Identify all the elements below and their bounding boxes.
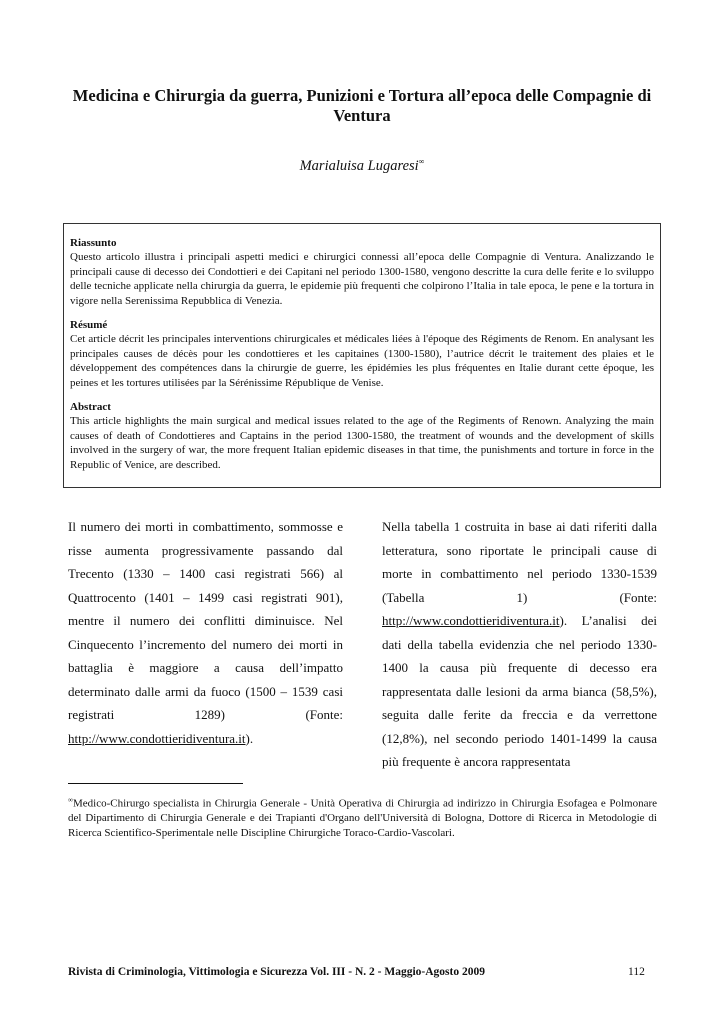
page-number: 112 [628, 966, 645, 978]
abstract-heading: Résumé [70, 319, 108, 332]
paragraph-tail: ). L’analisi dei dati della tabella evidenzia che nel periodo 1330-1400 la causa più frequente di decesso era rappresentata dalle lesioni da arma bianca (58,5%), seguita dalle ferite da freccia e da verrettone (12,8%), nel secondo periodo 1401-1499 la causa più frequente è ancora rappresentata [382, 613, 657, 769]
footnote-mark: ∞ [68, 796, 73, 804]
abstract-section-resume [70, 318, 654, 390]
abstract-section-abstract [70, 400, 654, 472]
abstract-text: Questo articolo illustra i principali aspetti medici e chirurgici connessi all’epoca delle Compagnie di Ventura. Analizzando le principali cause di decesso dei Condottieri e dei Capitani nel periodo 1300-1580, vengono descritte la cura delle ferite e lo sviluppo delle tecniche applicate nella chirurgia da guerra, le epidemie più frequenti che colpirono l’Italia in tale epoca, le pene e la tortura in vigore nella Serenissima Repubblica di Venezia. [70, 251, 654, 307]
body-column-left [68, 515, 343, 750]
abstract-heading: Abstract [70, 401, 111, 414]
paragraph-tail: ). [245, 730, 254, 746]
source-link[interactable]: http://www.condottieridiventura.it [68, 730, 246, 746]
author-footnote-mark[interactable]: ∞ [418, 157, 425, 166]
body-column-right [382, 515, 657, 774]
journal-footer: Rivista di Criminologia, Vittimologia e Sicurezza Vol. III - N. 2 - Maggio-Agosto 2009 [68, 966, 485, 978]
abstract-section-riassunto [70, 236, 654, 308]
footnote [68, 793, 657, 840]
abstract-heading: Riassunto [70, 237, 117, 249]
footnote-text: Medico-Chirurgo specialista in Chirurgia Generale - Unità Operativa di Chirurgia ad indirizzo in Chirurgia Esofagea e Polmonare del Dipartimento di Chirurgia Generale e dei Trapianti d'Organo dell'Università di Bologna, Dottore di Ricerca in Metodologie di Ricerca Scientifico-Sperimentale nelle Discipline Chirurgiche Toraco-Cardio-Vascolari. [68, 797, 657, 839]
source-link[interactable]: http://www.condottieridiventura.it [382, 613, 560, 628]
author-name: Marialuisa Lugaresi [299, 157, 419, 174]
abstract-text: Cet article décrit les principales interventions chirurgicales et médicales liées à l'époque des Régiments de Renom. En analysant les principales causes de décès pour les condottieres et les capitaines (1300-1580), l’autrice décrit le traitement des plaies et le développement des compétences dans la chirurgie de guerre, les épidémies les plus fréquentes en Italie durant cette époque, les peines et les tortures utilisées par la Sérénissime République de Venise. [70, 333, 654, 389]
footnote-divider [68, 783, 243, 784]
paragraph-text: Il numero dei morti in combattimento, sommosse e risse aumenta progressivamente passando dal Trecento (1330 – 1400 casi registrati 566) al Quattrocento (1401 – 1499 casi registrati 901), mentre il numero dei conflitti diminuisce. Nel Cinquecento l’incremento del numero dei morti in battaglia è maggiore a causa dell’impatto determinato dalle armi da fuoco (1500 – 1539 casi registrati 1289) (Fonte: [68, 519, 343, 722]
abstract-box [63, 223, 661, 488]
article-title: Medicina e Chirurgia da guerra, Punizioni e Tortura all’epoca delle Compagnie di Ventura [72, 86, 652, 125]
paragraph-text: Nella tabella 1 costruita in base ai dati riferiti dalla letteratura, sono riportate le principali cause di morte in combattimento nel periodo 1330-1539 (Tabella 1) (Fonte: [382, 519, 657, 605]
abstract-text: This article highlights the main surgical and medical issues related to the age of the Regiments of Renown. Analyzing the main causes of death of Condottieres and Captains in the period 1300-1580, the treatment of wounds and the development of skills involved in the surgery of war, the more frequent Italian epidemic diseases in that time, the punishments and torture in force in the Republic of Venice, are described. [70, 415, 654, 471]
author-line [0, 157, 724, 175]
